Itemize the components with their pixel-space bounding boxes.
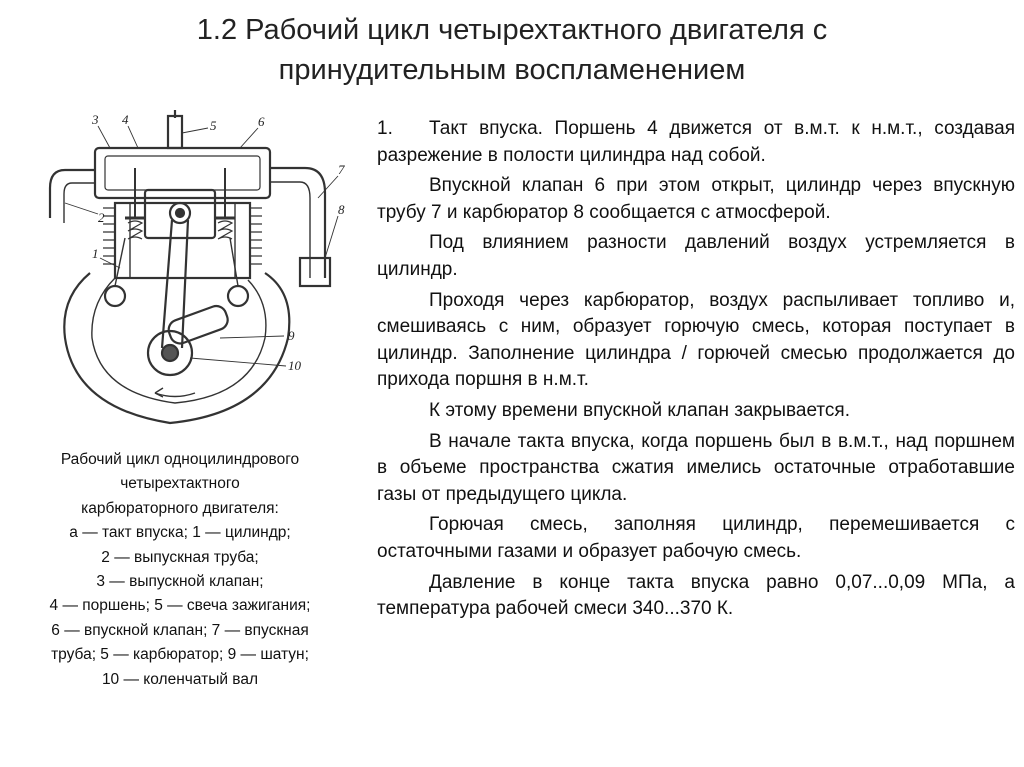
label-4: 4 (122, 112, 129, 127)
engine-diagram (20, 108, 360, 438)
label-5: 5 (210, 118, 217, 133)
label-1: 1 (92, 246, 99, 261)
label-6: 6 (258, 114, 265, 129)
caption-line: труба; 5 — карбюратор; 9 — шатун; (51, 646, 309, 664)
caption-line: 3 — выпускной клапан; (96, 573, 264, 591)
label-8: 8 (338, 202, 345, 217)
label-3: 3 (92, 112, 99, 127)
label-10: 10 (288, 358, 301, 373)
caption-line: четырехтактного (120, 475, 240, 493)
caption-line: 4 — поршень; 5 — свеча зажигания; (49, 597, 311, 615)
label-2: 2 (98, 210, 105, 225)
paragraph: К этому времени впускной клапан закрывается. (429, 399, 850, 421)
label-9: 9 (288, 328, 295, 343)
body-text (377, 116, 1015, 627)
engine-diagram-drawing (20, 108, 360, 438)
paragraph: Впускной клапан 6 при этом открыт, цилиндр через впускную трубу 7 и карбюратор 8 сообщается с атмосферой. (377, 175, 1015, 223)
caption-line: Рабочий цикл одноцилиндрового (60, 451, 300, 468)
paragraph (377, 116, 1015, 169)
caption-line: 2 — выпускная труба; (101, 548, 259, 566)
title-line-2: принудительным воспламенением (278, 54, 746, 86)
paragraph-text: Такт впуска. Поршень 4 движется от в.м.т. к н.м.т., создавая разрежение в полости цилиндра над собой. (377, 118, 1015, 166)
paragraph: Давление в конце такта впуска равно 0,07...0,09 МПа, а температура рабочей смеси 340...370 К. (377, 571, 1015, 620)
paragraph: Горючая смесь, заполняя цилиндр, перемешивается с остаточными газами и образует рабочую смесь. (377, 514, 1015, 562)
label-7: 7 (338, 162, 345, 177)
paragraph: Под влиянием разности давлений воздух устремляется в цилиндр. (377, 232, 1015, 280)
caption-line: 6 — впускной клапан; 7 — впускная (51, 621, 309, 639)
title-line-1: 1.2 Рабочий цикл четырехтактного двигателя с (196, 14, 828, 46)
caption-line: а — такт впуска; 1 — цилиндр; (69, 524, 291, 542)
paragraph: Проходя через карбюратор, воздух распыливает топливо и, смешиваясь с ним, образует горючую смесь, которая поступает в цилиндр. Заполнение цилиндра / горючей смесью продолжается до прихода поршня в н.м.т. (377, 289, 1015, 391)
item-number: 1. (377, 118, 393, 139)
figure-caption (10, 448, 350, 692)
caption-line: 10 — коленчатый вал (101, 670, 259, 688)
page-title (60, 10, 964, 90)
caption-line: карбюраторного двигателя: (81, 499, 279, 517)
paragraph: В начале такта впуска, когда поршень был в в.м.т., над поршнем в объеме пространства сжатия имелись остаточные отработавшие газы от предыдущего цикла. (377, 430, 1015, 505)
